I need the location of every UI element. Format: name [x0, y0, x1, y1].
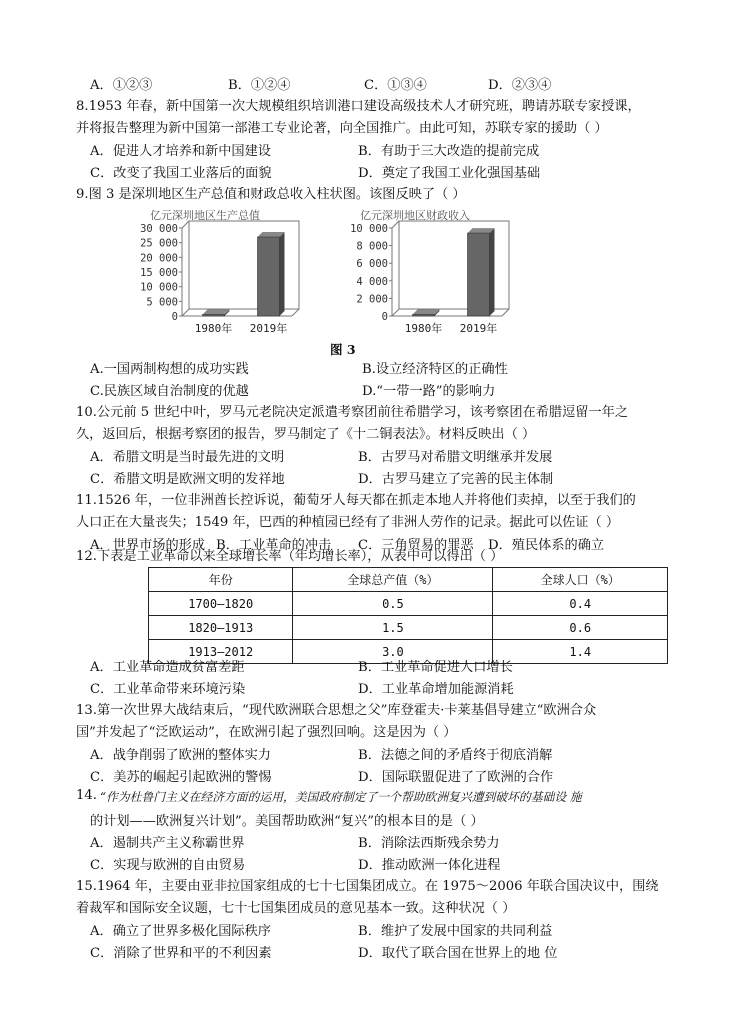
chart-revenue-svg	[330, 206, 540, 336]
figure-caption: 图 3	[330, 342, 356, 357]
q11-option-c: C．三角贸易的罪恶	[358, 538, 474, 553]
q10-option-d: D．古罗马建立了完善的民主体制	[358, 472, 554, 487]
q10-option-c: C．希腊文明是欧洲文明的发祥地	[90, 472, 285, 487]
chart-tick-label: 10 000	[350, 223, 388, 235]
q15-option-c: C．消除了世界和平的不利因素	[90, 946, 272, 961]
q15-stem-line2: 着裁军和国际安全议题，七十七国集团成员的意见基本一致。这种状况（ ）	[76, 901, 516, 916]
chart-tick-label: 0	[171, 311, 178, 323]
q12-option-d: D．工业革命增加能源消耗	[358, 682, 514, 697]
chart-tick-label: 20 000	[140, 252, 178, 265]
chart-bar-side	[280, 232, 285, 316]
q11-option-d: D．殖民体系的确立	[488, 538, 605, 553]
table-cell: 1.4	[493, 640, 668, 664]
q14-option-b: B．消除法西斯残余势力	[358, 836, 500, 851]
table-header-cell: 年份	[149, 568, 293, 592]
chart-depth-line	[502, 309, 509, 316]
chart-tick-label: 15 000	[140, 267, 178, 279]
table-cell: 1.5	[293, 616, 493, 640]
q9-option-b: B.设立经济特区的正确性	[362, 362, 508, 377]
q14-stem-line2: 的计划——欧洲复兴计划”。美国帮助欧洲“复兴”的根本目的是（ ）	[90, 814, 484, 829]
q9-option-d: D.“一带一路”的影响力	[362, 384, 496, 399]
q14-option-c: C．实现与欧洲的自由贸易	[90, 858, 246, 873]
growth-table	[148, 567, 668, 664]
chart-tick-label: 4 000	[356, 275, 388, 288]
q8-option-c: C．改变了我国工业落后的面貌	[90, 166, 272, 181]
table-cell: 3.0	[293, 640, 493, 664]
q10-stem-line1: 10.公元前 5 世纪中叶，罗马元老院决定派遣考察团前往希腊学习，该考察团在希腊逗留一年之	[76, 405, 629, 420]
q11-stem-line1: 11.1526 年，一位非洲酋长控诉说，葡萄牙人每天都在抓走本地人并将他们卖掉，以至于我们的	[76, 493, 636, 508]
chart-category-label: 1980年	[404, 322, 443, 335]
chart-tick-label: 25 000	[140, 237, 178, 250]
chart-depth-line	[182, 221, 189, 228]
chart-bar	[413, 315, 435, 317]
chart-tick-label: 0	[381, 311, 388, 323]
table-cell: 0.6	[493, 616, 668, 640]
q10-option-a: A．希腊文明是当时最先进的文明	[90, 450, 285, 465]
q14-stem-line1: “作为杜鲁门主义在经济方面的运用，美国政府制定了一个帮助欧洲复兴遭到破坏的基础设 施	[100, 790, 582, 804]
q15-option-d: D．取代了联合国在世界上的地 位	[358, 946, 558, 961]
table-row	[149, 592, 668, 616]
q13-option-a: A．战争削弱了欧洲的整体实力	[90, 748, 271, 763]
chart-bar-side	[490, 228, 495, 316]
table-header-row	[149, 568, 668, 592]
q9-stem: 9.图 3 是深圳地区生产总值和财政总收入柱状图。该图反映了（ ）	[76, 187, 466, 202]
q10-stem-line2: 久，返回后，根据考察团的报告，罗马制定了《十二铜表法》。材料反映出（ ）	[76, 427, 536, 442]
table-header-cell: 全球总产值（%）	[293, 568, 493, 592]
q7-option-c: C．①③④	[364, 78, 427, 93]
chart-depth-line	[392, 221, 399, 228]
q15-option-a: A．确立了世界多极化国际秩序	[90, 924, 271, 939]
chart-tick-label: 2 000	[356, 293, 388, 306]
q13-stem-line1: 13.第一次世界大战结束后，“现代欧洲联合思想之父”库登霍夫·卡莱基倡导建立“欧洲合众	[76, 703, 597, 718]
chart-gdp-svg	[120, 206, 330, 336]
chart-tick-label: 6 000	[356, 258, 388, 271]
chart-category-label: 2019年	[249, 322, 288, 335]
q14-option-d: D．推动欧洲一体化进程	[358, 858, 501, 873]
chart-depth-line	[182, 309, 189, 316]
table-cell: 1700—1820	[149, 592, 293, 616]
q15-stem-line1: 15.1964 年，主要由亚非拉国家组成的七十七国集团成立。在 1975～2006 年联合国决议中，围绕	[76, 879, 659, 894]
q14-number: 14.	[76, 788, 97, 803]
q9-option-a: A.一国两制构想的成功实践	[90, 362, 249, 377]
q12-option-a: A．工业革命造成贫富差距	[90, 660, 245, 675]
q8-stem-line1: 8.1953 年春，新中国第一次大规模组织培训港口建设高级技术人才研究班，聘请苏联专家授课，	[76, 99, 641, 114]
table-cell: 0.4	[493, 592, 668, 616]
q13-option-d: D．国际联盟促进了了欧洲的合作	[358, 770, 554, 785]
q8-option-b: B．有助于三大改造的提前完成	[358, 144, 540, 159]
chart-depth-line	[392, 309, 399, 316]
q7-option-a: A．①②③	[90, 78, 153, 93]
chart-tick-label: 30 000	[140, 223, 178, 235]
q7-option-d: D．②③④	[488, 78, 552, 93]
q7-option-b: B．①②④	[228, 78, 291, 93]
q9-option-c: C.民族区域自治制度的优越	[90, 384, 249, 399]
table-header-cell: 全球人口（%）	[493, 568, 668, 592]
chart-tick-label: 8 000	[356, 240, 388, 253]
table-cell: 0.5	[293, 592, 493, 616]
chart-bar	[203, 315, 225, 317]
q11-stem-line2: 人口正在大量丧失；1549 年，巴西的种植园已经有了非洲人劳作的记录。据此可以佐证（ ）	[76, 515, 620, 530]
q11-option-a: A．世界市场的形成	[90, 538, 206, 553]
chart-title: 深圳地区生产总值	[172, 209, 260, 222]
chart-category-label: 2019年	[459, 322, 498, 335]
chart-ylabel: 亿元	[150, 209, 172, 222]
table-row	[149, 616, 668, 640]
chart-title: 深圳地区财政收入	[382, 209, 470, 222]
q13-option-b: B．法德之间的矛盾终于彻底消解	[358, 748, 553, 763]
chart-bar	[258, 237, 280, 316]
q8-option-a: A．促进人才培养和新中国建设	[90, 144, 271, 159]
table-cell: 1913—2012	[149, 640, 293, 664]
q15-option-b: B．维护了发展中国家的共同利益	[358, 924, 553, 939]
q14-option-a: A．遏制共产主义称霸世界	[90, 836, 245, 851]
q8-option-d: D．奠定了我国工业化强国基础	[358, 166, 541, 181]
q12-option-b: B．工业革命促进人口增长	[358, 660, 513, 675]
chart-depth-line	[292, 309, 299, 316]
chart-bar	[468, 233, 490, 316]
q11-option-b: B．工业革命的冲击	[216, 538, 332, 553]
q8-stem-line2: 并将报告整理为新中国第一部港工专业论著，向全国推广。由此可知，苏联专家的援助（ ）	[76, 121, 608, 136]
chart-category-label: 1980年	[194, 322, 233, 335]
q13-option-c: C．美苏的崛起引起欧洲的警惕	[90, 770, 272, 785]
chart-tick-label: 10 000	[140, 281, 178, 294]
table-cell: 1820—1913	[149, 616, 293, 640]
q13-stem-line2: 国”并发起了“泛欧运动”，在欧洲引起了强烈回响。这是因为（ ）	[76, 725, 457, 740]
q12-stem: 12.下表是工业革命以来全球增长率（年均增长率），从表中可以得出（ ）	[76, 549, 504, 564]
chart-revenue	[330, 206, 540, 336]
chart-gdp	[120, 206, 330, 336]
q12-option-c: C．工业革命带来环境污染	[90, 682, 246, 697]
chart-tick-label: 5 000	[146, 296, 178, 309]
q10-option-b: B．古罗马对希腊文明继承并发展	[358, 450, 553, 465]
chart-ylabel: 亿元	[360, 209, 382, 222]
